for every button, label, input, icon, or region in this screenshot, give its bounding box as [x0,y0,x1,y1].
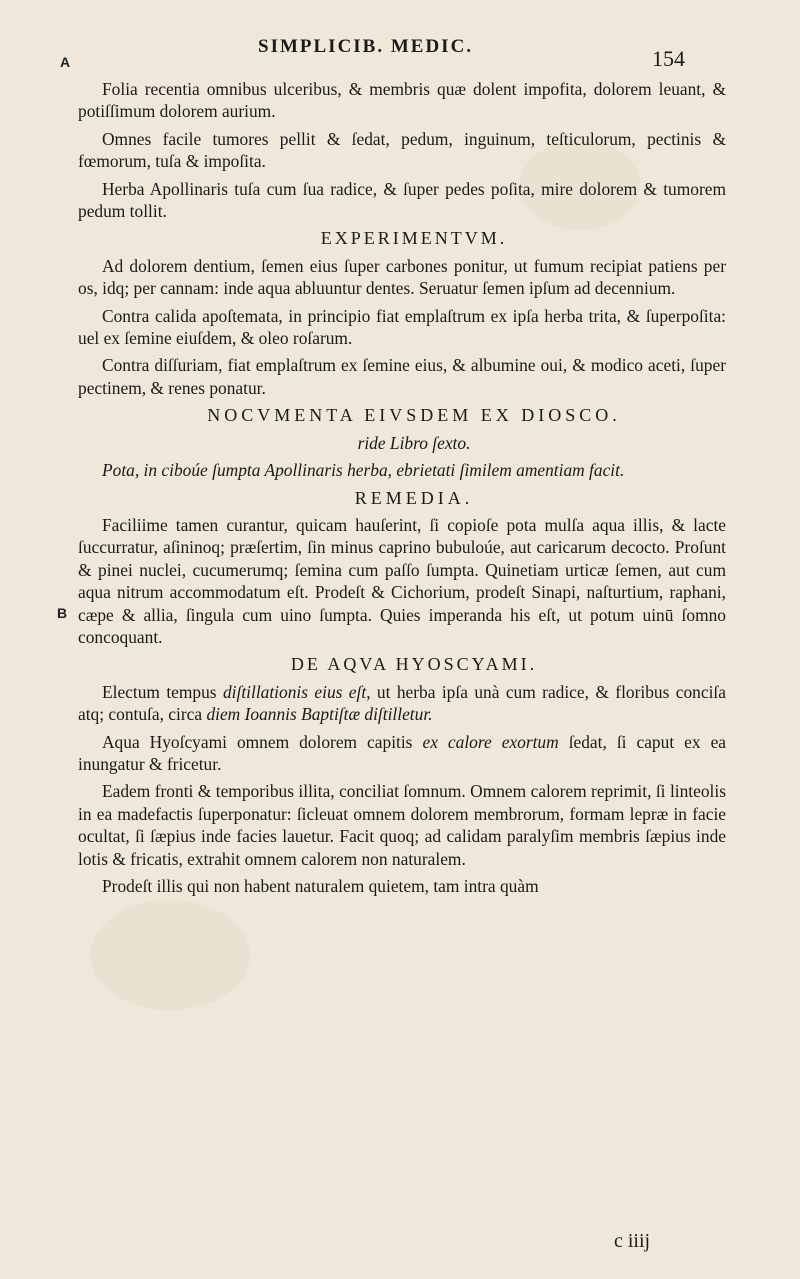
text-run: Electum tempus [102,681,223,702]
paragraph: Folia recentia omnibus ulceribus, & membris quæ dolent impofita, dolorem leuant, & potiſſimum dolorem aurium. [78,79,726,122]
margin-mark-b: B [57,605,68,621]
text-run-italic: diem Ioannis Baptiſtæ diſtilletur. [206,704,433,725]
paper-stain [90,900,250,1010]
paragraph: Ad dolorem dentium, ſemen eius ſuper carbones ponitur, ut fumum recipiat patiens per os, idq; per cannam: inde aqua abluuntur dentes. Seruatur ſemen ipſum ad decennium. [78,255,726,299]
signature-mark: c iiij [614,1230,651,1252]
text-run: Aqua Hyoſcyami omnem dolorem capitis [102,731,423,752]
paragraph: Contra diſſuriam, fiat emplaſtrum ex ſemine eius, & albumine oui, & modico aceti, ſuper pectinem, & renes ponatur. [78,355,726,398]
page-number: 154 [652,46,685,71]
paragraph: Herba Apollinaris tuſa cum ſua radice, & ſuper pedes poſita, mire dolorem & tumorem pedum tollit. [78,178,726,222]
paragraph: Contra calida apoſtemata, in principio fiat emplaſtrum ex ipſa herba trita, & ſuperpoſita: uel ex ſemine eiuſdem, & oleo roſarum. [78,305,726,349]
text-run: , ut herba ipſa unà cum radice, & floribus conciſa atq; contuſa, circa [78,681,726,725]
paragraph: Eadem fronti & temporibus illita, conciliat ſomnum. Omnem calorem reprimit, ſi linteolis in ea madefactis ſuperponatur: ſicleuat omnem dolorem membrorum, formam lepræ in facie ocultat, ſi ſæpius inde facies lauetur. Facit quoq; ad calidam paralyſim membris ſæpius inde lotis & fricatis, extrahit omnem calorem non naturalem. [78,781,726,869]
paragraph: Prodeſt illis qui non habent naturalem quietem, tam intra quàm [102,876,539,896]
section-heading-aqua-hyoscyami: DE AQVA HYOSCYAMI. [290,654,538,675]
section-heading-experimentum: EXPERIMENTVM. [320,228,508,249]
section-heading-nocumenta: NOCVMENTA EIVSDEM EX DIOSCO. [207,405,621,426]
paragraph: Omnes facile tumores pellit & ſedat, pedum, inguinum, teſticulorum, pectinis & fœmorum, tuſa & impoſita. [78,128,726,172]
section-heading-remedia: REMEDIA. [354,487,474,508]
paragraph [78,681,726,726]
text-run-italic: diſtillationis eius eſt [222,681,367,702]
paragraph [78,731,726,776]
margin-mark-a: A [60,54,71,70]
section-subheading: ride Libro ſexto. [357,432,471,453]
text-run-italic: ex calore exortum [422,731,559,752]
running-title: SIMPLICIB. MEDIC. [258,36,474,57]
text-run: ſedat, ſi caput ex ea inungatur & fricetur. [78,731,727,774]
body-text [78,78,726,902]
paragraph-italic: Pota, in ciboúe ſumpta Apollinaris herba, ebrietati ſimilem amentiam facit. [102,460,625,481]
paragraph: Faciliime tamen curantur, quicam hauſerint, ſi copioſe pota mulſa aqua illis, & lacte ſuccurratur, aſininoq; præſertim, ſin minus caprino bubuloúe, aut caricarum decocto. Proſunt & pinei nuclei, cucumerumq; ſemina cum paſſo ſumpta. Quinetiam urticæ ſemen, aut cum aqua nitrum accommodatum eſt. Prodeſt & Cichorium, prodeſt Sinapi, naſturtium, raphani, cæpe & allia, ſingula cum uino ſumpta. Quies imperanda his eſt, ut potum uinū ſomno concoquant. [78,514,726,647]
